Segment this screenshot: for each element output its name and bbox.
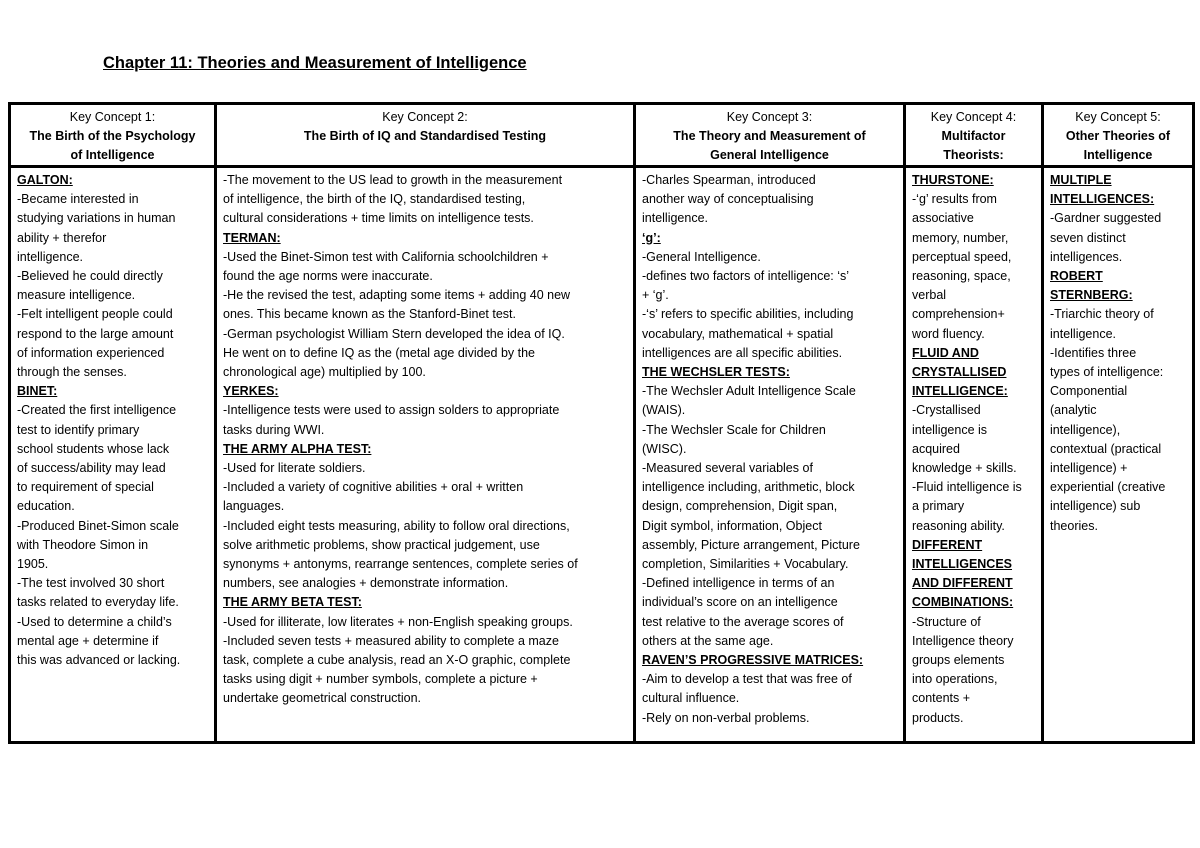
- section-heading: CRYSTALLISED: [912, 365, 1007, 380]
- text-line: vocabulary, mathematical + spatial: [642, 326, 834, 341]
- section-heading: STERNBERG:: [1050, 288, 1133, 303]
- text-line: -He the revised the test, adapting some items + adding 40 new: [223, 288, 571, 303]
- section-heading: FLUID AND: [912, 345, 979, 360]
- key-concept-title: of Intelligence: [70, 148, 155, 163]
- text-line: -Used for illiterate, low literates + non-English speaking groups.: [223, 614, 573, 629]
- section-heading: YERKES:: [223, 384, 279, 399]
- text-line: He went on to define IQ as the (metal age divided by the: [223, 345, 535, 360]
- text-line: word fluency.: [912, 326, 985, 341]
- body-birth-of-iq: [214, 168, 633, 741]
- text-line: intelligences are all specific abilities.: [642, 345, 843, 360]
- body-other-theories: [1041, 168, 1192, 741]
- text-line: solve arithmetic problems, show practical judgement, use: [223, 537, 540, 552]
- text-line: -Crystallised: [912, 403, 981, 418]
- text-line: knowledge + skills.: [912, 461, 1017, 476]
- text-line: assembly, Picture arrangement, Picture: [642, 537, 860, 552]
- text-line: -Used to determine a child’s: [17, 614, 172, 629]
- text-line: intelligence) +: [1050, 461, 1128, 476]
- text-line: completion, Similarities + Vocabulary.: [642, 557, 849, 572]
- text-line: intelligence.: [1050, 326, 1117, 341]
- key-concept-title: The Birth of the Psychology: [29, 129, 196, 144]
- text-line: tasks using digit + number symbols, complete a picture +: [223, 672, 538, 687]
- header-multifactor-theorists: [903, 105, 1041, 168]
- text-line: with Theodore Simon in: [17, 537, 149, 552]
- text-line: -Used the Binet-Simon test with California schoolchildren +: [223, 249, 549, 264]
- text-line: measure intelligence.: [17, 288, 136, 303]
- text-line: reasoning, space,: [912, 269, 1011, 284]
- key-concept-title: General Intelligence: [710, 148, 829, 163]
- text-line: -Structure of: [912, 614, 981, 629]
- text-line: cultural considerations + time limits on intelligence tests.: [223, 211, 534, 226]
- text-line: -Defined intelligence in terms of an: [642, 576, 835, 591]
- text-line: education.: [17, 499, 75, 514]
- text-line: -Measured several variables of: [642, 461, 813, 476]
- text-line: acquired: [912, 441, 960, 456]
- text-line: -Became interested in: [17, 192, 139, 207]
- section-heading: THE ARMY BETA TEST:: [223, 595, 362, 610]
- text-line: intelligences.: [1050, 249, 1123, 264]
- section-heading: MULTIPLE: [1050, 173, 1112, 187]
- text-line: comprehension+: [912, 307, 1005, 322]
- text-line: contents +: [912, 691, 971, 706]
- text-line: Digit symbol, information, Object: [642, 518, 822, 533]
- text-line: -Used for literate soldiers.: [223, 461, 366, 476]
- text-line: ability + therefor: [17, 230, 107, 245]
- text-line: to requirement of special: [17, 480, 154, 495]
- page-title: Chapter 11: Theories and Measurement of Intelligence: [103, 54, 527, 72]
- key-concept-label: Key Concept 5:: [1075, 110, 1161, 124]
- text-line: test relative to the average scores of: [642, 614, 844, 629]
- text-line: -The test involved 30 short: [17, 576, 165, 591]
- text-line: tasks during WWI.: [223, 422, 325, 437]
- concept-table: [8, 102, 1195, 744]
- section-heading: COMBINATIONS:: [912, 595, 1014, 610]
- header-birth-of-iq: [214, 105, 633, 168]
- text-line: intelligence is: [912, 422, 988, 437]
- text-line: experiential (creative: [1050, 480, 1166, 495]
- text-line: -The Wechsler Scale for Children: [642, 422, 826, 437]
- key-concept-title: Theorists:: [943, 148, 1004, 163]
- text-line: this was advanced or lacking.: [17, 653, 181, 668]
- text-line: found the age norms were inaccurate.: [223, 269, 433, 284]
- text-line: groups elements: [912, 653, 1005, 668]
- body-general-intelligence: [633, 168, 903, 741]
- text-line: -Fluid intelligence is: [912, 480, 1022, 495]
- text-line: synonyms + antonyms, rearrange sentences, complete series of: [223, 557, 578, 572]
- text-line: memory, number,: [912, 230, 1009, 245]
- text-line: 1905.: [17, 557, 49, 572]
- section-heading: BINET:: [17, 384, 58, 399]
- text-line: cultural influence.: [642, 691, 740, 706]
- body-multifactor-theorists: [903, 168, 1041, 741]
- text-line: design, comprehension, Digit span,: [642, 499, 838, 514]
- text-line: a primary: [912, 499, 965, 514]
- text-line: through the senses.: [17, 365, 127, 380]
- text-line: -Charles Spearman, introduced: [642, 173, 816, 187]
- text-line: -German psychologist William Stern developed the idea of IQ.: [223, 326, 565, 341]
- text-line: -Felt intelligent people could: [17, 307, 173, 322]
- section-heading: ‘g’:: [642, 230, 661, 245]
- body-birth-of-psychology: [11, 168, 214, 741]
- text-line: studying variations in human: [17, 211, 176, 226]
- text-line: -Aim to develop a test that was free of: [642, 672, 852, 687]
- text-line: tasks related to everyday life.: [17, 595, 179, 610]
- text-line: theories.: [1050, 518, 1098, 533]
- key-concept-title: Intelligence: [1083, 148, 1153, 163]
- text-line: -The Wechsler Adult Intelligence Scale: [642, 384, 856, 399]
- text-line: -Included seven tests + measured ability to complete a maze: [223, 633, 559, 648]
- text-line: -Gardner suggested: [1050, 211, 1162, 226]
- text-line: -Included a variety of cognitive abilities + oral + written: [223, 480, 524, 495]
- text-line: languages.: [223, 499, 285, 514]
- text-line: -Triarchic theory of: [1050, 307, 1154, 322]
- text-line: respond to the large amount: [17, 326, 174, 341]
- section-heading: INTELLIGENCE:: [912, 384, 1008, 399]
- text-line: of information experienced: [17, 345, 165, 360]
- header-other-theories: [1041, 105, 1192, 168]
- key-concept-title: Multifactor: [941, 129, 1006, 144]
- text-line: into operations,: [912, 672, 998, 687]
- section-heading: TERMAN:: [223, 230, 281, 245]
- section-heading: THE ARMY ALPHA TEST:: [223, 441, 372, 456]
- text-line: Componential: [1050, 384, 1128, 399]
- text-line: test to identify primary: [17, 422, 140, 437]
- text-line: chronological age) multiplied by 100.: [223, 365, 426, 380]
- text-line: of intelligence, the birth of the IQ, standardised testing,: [223, 192, 526, 207]
- header-birth-of-psychology: [11, 105, 214, 168]
- text-line: intelligence) sub: [1050, 499, 1141, 514]
- text-line: -‘g’ results from: [912, 192, 997, 207]
- text-line: -Produced Binet-Simon scale: [17, 518, 179, 533]
- text-line: products.: [912, 710, 964, 725]
- text-line: -defines two factors of intelligence: ‘s’: [642, 269, 850, 284]
- header-general-intelligence: [633, 105, 903, 168]
- text-line: intelligence.: [17, 249, 84, 264]
- text-line: ones. This became known as the Stanford-Binet test.: [223, 307, 516, 322]
- key-concept-title: The Birth of IQ and Standardised Testing: [303, 129, 547, 144]
- text-line: -Believed he could directly: [17, 269, 163, 284]
- text-line: -Rely on non-verbal problems.: [642, 710, 810, 725]
- key-concept-title: Other Theories of: [1065, 129, 1171, 144]
- key-concept-title: The Theory and Measurement of: [673, 129, 866, 144]
- text-line: types of intelligence:: [1050, 365, 1164, 380]
- key-concept-label: Key Concept 2:: [382, 110, 468, 124]
- section-heading: AND DIFFERENT: [912, 576, 1013, 591]
- section-heading: RAVEN’S PROGRESSIVE MATRICES:: [642, 653, 864, 668]
- section-heading: THE WECHSLER TESTS:: [642, 365, 790, 380]
- text-line: (analytic: [1050, 403, 1097, 418]
- text-line: individual’s score on an intelligence: [642, 595, 838, 610]
- text-line: intelligence including, arithmetic, block: [642, 480, 855, 495]
- section-heading: DIFFERENT: [912, 537, 983, 552]
- text-line: task, complete a cube analysis, read an X-O graphic, complete: [223, 653, 571, 668]
- text-line: contextual (practical: [1050, 441, 1162, 456]
- section-heading: INTELLIGENCES: [912, 557, 1013, 572]
- text-line: associative: [912, 211, 974, 226]
- text-line: (WISC).: [642, 441, 687, 456]
- section-heading: THURSTONE:: [912, 173, 994, 187]
- text-line: reasoning ability.: [912, 518, 1005, 533]
- text-line: -Created the first intelligence: [17, 403, 177, 418]
- text-line: intelligence),: [1050, 422, 1121, 437]
- text-line: others at the same age.: [642, 633, 774, 648]
- section-heading: GALTON:: [17, 173, 73, 187]
- text-line: of success/ability may lead: [17, 461, 166, 476]
- key-concept-label: Key Concept 1:: [69, 110, 156, 124]
- text-line: another way of conceptualising: [642, 192, 814, 207]
- text-line: Intelligence theory: [912, 633, 1014, 648]
- text-line: -General Intelligence.: [642, 249, 761, 264]
- key-concept-label: Key Concept 4:: [930, 110, 1017, 124]
- text-line: intelligence.: [642, 211, 709, 226]
- text-line: verbal: [912, 288, 947, 303]
- text-line: undertake geometrical construction.: [223, 691, 422, 706]
- text-line: (WAIS).: [642, 403, 686, 418]
- text-line: + ‘g’.: [642, 288, 669, 303]
- text-line: mental age + determine if: [17, 633, 159, 648]
- text-line: -Included eight tests measuring, ability to follow oral directions,: [223, 518, 570, 533]
- text-line: seven distinct: [1050, 230, 1126, 245]
- section-heading: ROBERT: [1050, 269, 1103, 284]
- text-line: -‘s’ refers to specific abilities, including: [642, 307, 854, 322]
- key-concept-label: Key Concept 3:: [726, 110, 813, 124]
- text-line: perceptual speed,: [912, 249, 1012, 264]
- text-line: -Identifies three: [1050, 345, 1137, 360]
- section-heading: INTELLIGENCES:: [1050, 192, 1155, 207]
- text-line: numbers, see analogies + demonstrate information.: [223, 576, 509, 591]
- text-line: -The movement to the US lead to growth in the measurement: [223, 173, 563, 187]
- text-line: -Intelligence tests were used to assign solders to appropriate: [223, 403, 560, 418]
- text-line: school students whose lack: [17, 441, 170, 456]
